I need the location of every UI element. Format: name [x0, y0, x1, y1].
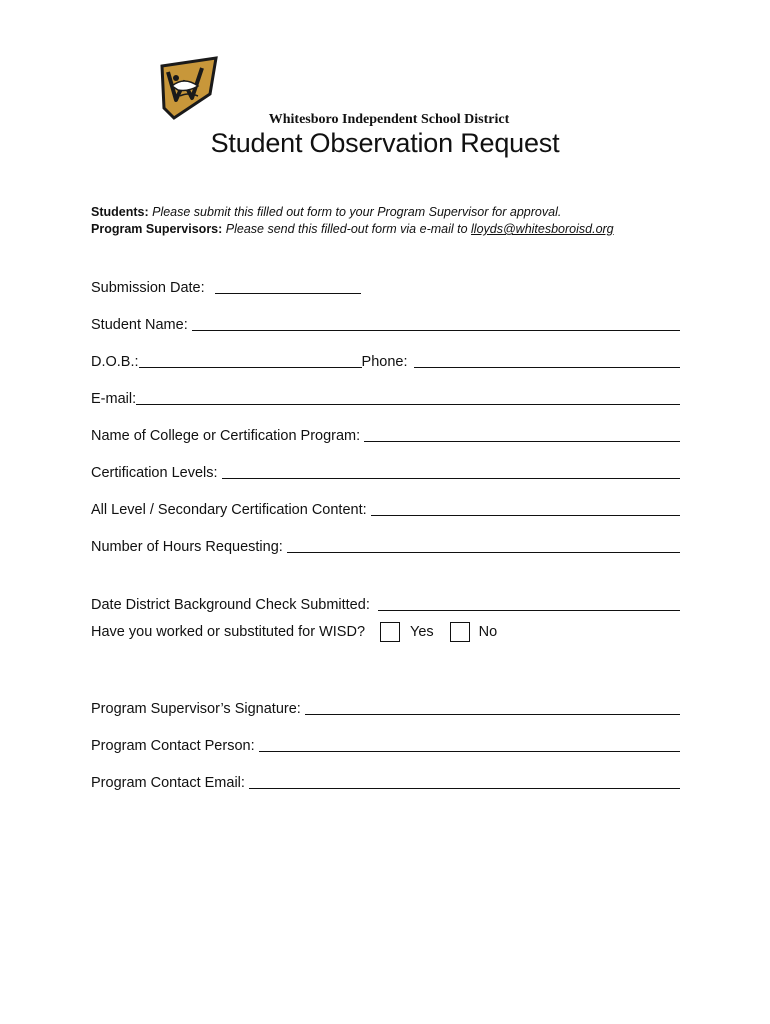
submission-date-field[interactable] — [215, 277, 361, 294]
phone-label: Phone: — [361, 354, 408, 370]
supervisors-text: Please send this filled-out form via e-mail to — [222, 222, 472, 236]
student-name-label: Student Name: — [91, 317, 188, 333]
dob-label: D.O.B.: — [91, 354, 139, 370]
cert-levels-field[interactable] — [222, 462, 680, 479]
background-check-row — [91, 593, 680, 613]
hours-field[interactable] — [287, 536, 680, 553]
phone-field[interactable] — [414, 351, 680, 368]
cert-levels-row — [91, 461, 680, 481]
district-name: Whitesboro Independent School District — [268, 112, 510, 127]
email-row — [91, 387, 680, 407]
cert-content-label: All Level / Secondary Certification Content: — [91, 502, 367, 518]
background-check-field[interactable] — [378, 594, 680, 611]
submission-date-label: Submission Date: — [91, 280, 205, 296]
contact-email-field[interactable] — [249, 772, 680, 789]
supervisors-label: Program Supervisors: — [91, 222, 223, 236]
cert-content-field[interactable] — [371, 499, 680, 516]
contact-email-link[interactable]: lloyds@whitesboroisd.org — [471, 222, 614, 236]
contact-person-label: Program Contact Person: — [91, 738, 255, 754]
students-label: Students: — [91, 205, 149, 219]
students-text: Please submit this filled out form to your Program Supervisor for approval. — [148, 205, 562, 219]
no-label: No — [478, 624, 498, 640]
email-field[interactable] — [136, 388, 680, 405]
contact-email-row — [91, 771, 680, 791]
student-name-field[interactable] — [192, 314, 680, 331]
supervisors-instruction — [91, 222, 614, 236]
hours-label: Number of Hours Requesting: — [91, 539, 283, 555]
hours-row — [91, 535, 680, 555]
contact-person-row — [91, 734, 680, 754]
wisd-question-label: Have you worked or substituted for WISD? — [91, 624, 366, 640]
contact-email-label: Program Contact Email: — [91, 775, 245, 791]
cert-content-row — [91, 498, 680, 518]
college-program-field[interactable] — [364, 425, 680, 442]
students-instruction — [91, 205, 561, 219]
student-name-row — [91, 313, 680, 333]
college-program-label: Name of College or Certification Program: — [91, 428, 361, 444]
yes-label: Yes — [410, 624, 434, 640]
wisd-question-row — [91, 620, 497, 644]
background-check-label: Date District Background Check Submitted: — [91, 597, 370, 613]
contact-person-field[interactable] — [259, 735, 680, 752]
email-label: E-mail: — [91, 391, 137, 407]
yes-checkbox[interactable] — [380, 622, 400, 642]
supervisor-signature-label: Program Supervisor’s Signature: — [91, 701, 301, 717]
page-title: Student Observation Request — [210, 128, 560, 158]
submission-date-row — [91, 276, 680, 296]
dob-phone-row — [91, 350, 680, 370]
no-checkbox[interactable] — [450, 622, 470, 642]
supervisor-signature-field[interactable] — [305, 698, 680, 715]
dob-field[interactable] — [139, 351, 362, 368]
college-program-row — [91, 424, 680, 444]
cert-levels-label: Certification Levels: — [91, 465, 218, 481]
supervisor-signature-row — [91, 697, 680, 717]
